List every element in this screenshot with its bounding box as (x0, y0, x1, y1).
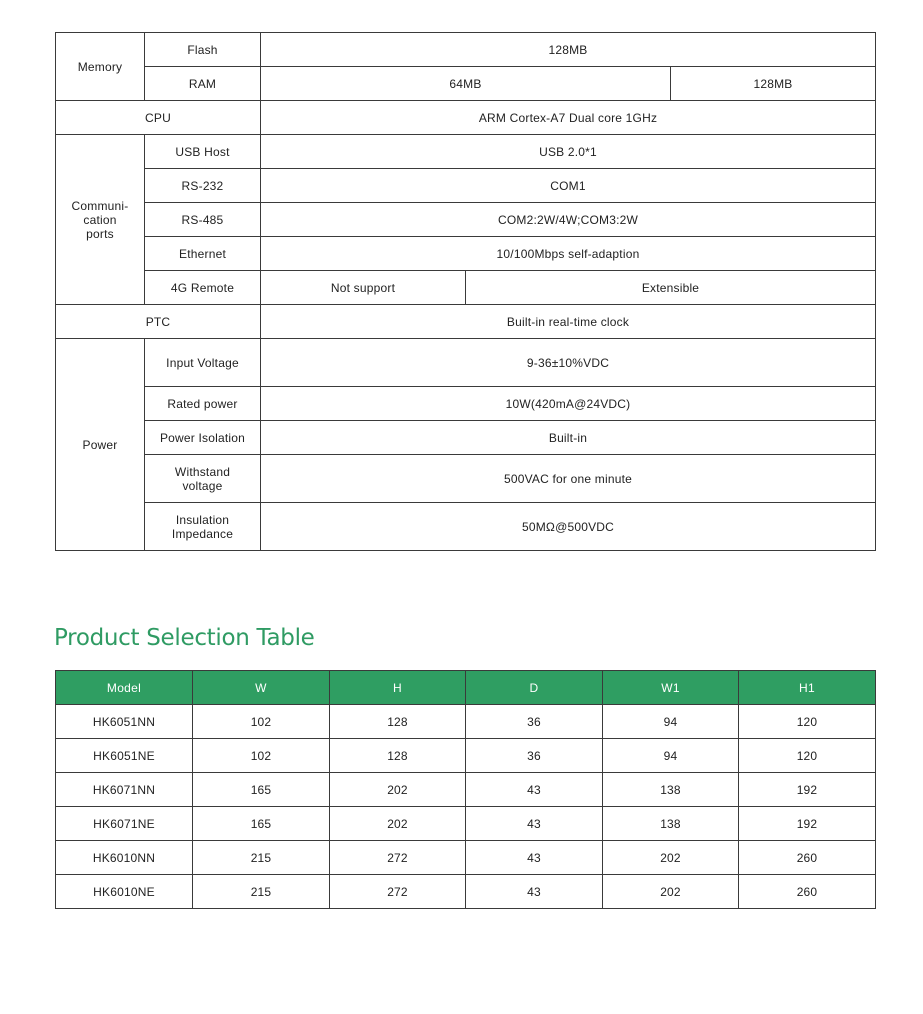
cell-h: 272 (330, 875, 466, 909)
withstand-voltage-label (145, 455, 261, 503)
insulation-line1: Insulation (175, 512, 230, 527)
column-header-w1: W1 (603, 671, 739, 705)
rs485-label: RS-485 (145, 203, 261, 237)
table-row (56, 807, 876, 841)
cell-h: 128 (330, 705, 466, 739)
cell-w1: 94 (603, 705, 739, 739)
usb-host-value: USB 2.0*1 (261, 135, 876, 169)
withstand-line2: voltage (182, 478, 223, 493)
cell-w1: 202 (603, 875, 739, 909)
cell-w: 215 (193, 875, 330, 909)
product-selection-table (55, 670, 876, 909)
cell-d: 36 (466, 705, 603, 739)
ptc-label: PTC (56, 305, 261, 339)
cell-w1: 138 (603, 807, 739, 841)
cell-model: HK6051NN (56, 705, 193, 739)
rs232-value: COM1 (261, 169, 876, 203)
table-row (56, 841, 876, 875)
rated-power-value: 10W(420mA@24VDC) (261, 387, 876, 421)
cell-w: 165 (193, 807, 330, 841)
column-header-d: D (466, 671, 603, 705)
4g-remote-not-support: Not support (261, 271, 466, 305)
product-selection-title: Product Selection Table (54, 625, 315, 651)
ptc-value: Built-in real-time clock (261, 305, 876, 339)
flash-label: Flash (145, 33, 261, 67)
ethernet-label: Ethernet (145, 237, 261, 271)
power-isolation-label: Power Isolation (145, 421, 261, 455)
rs232-label: RS-232 (145, 169, 261, 203)
usb-host-label: USB Host (145, 135, 261, 169)
insulation-impedance-label (145, 503, 261, 551)
insulation-line2: Impedance (171, 526, 234, 541)
cell-model: HK6010NE (56, 875, 193, 909)
cell-w: 102 (193, 739, 330, 773)
cell-h: 202 (330, 773, 466, 807)
comm-label-line2: cation (83, 212, 117, 227)
power-group-label: Power (56, 339, 145, 551)
cell-model: HK6010NN (56, 841, 193, 875)
input-voltage-value: 9-36±10%VDC (261, 339, 876, 387)
withstand-line1: Withstand (174, 464, 231, 479)
ram-value-64: 64MB (261, 67, 671, 101)
comm-label-line1: Communi- (71, 198, 129, 213)
cell-h1: 192 (739, 773, 876, 807)
cell-w: 215 (193, 841, 330, 875)
cell-model: HK6071NN (56, 773, 193, 807)
cell-d: 43 (466, 807, 603, 841)
cpu-value: ARM Cortex-A7 Dual core 1GHz (261, 101, 876, 135)
4g-remote-label: 4G Remote (145, 271, 261, 305)
flash-value: 128MB (261, 33, 876, 67)
cell-d: 43 (466, 773, 603, 807)
cell-h: 128 (330, 739, 466, 773)
memory-group-label: Memory (56, 33, 145, 101)
column-header-w: W (193, 671, 330, 705)
comm-label-line3: ports (86, 226, 114, 241)
cell-model: HK6071NE (56, 807, 193, 841)
ram-label: RAM (145, 67, 261, 101)
cell-w1: 94 (603, 739, 739, 773)
insulation-impedance-value: 50MΩ@500VDC (261, 503, 876, 551)
ram-value-128: 128MB (671, 67, 876, 101)
cell-d: 43 (466, 841, 603, 875)
table-header-row (56, 671, 876, 705)
column-header-model: Model (56, 671, 193, 705)
communication-ports-group-label (56, 135, 145, 305)
specification-table (55, 32, 876, 551)
input-voltage-label: Input Voltage (145, 339, 261, 387)
column-header-h: H (330, 671, 466, 705)
table-row (56, 739, 876, 773)
rs485-value: COM2:2W/4W;COM3:2W (261, 203, 876, 237)
cell-h1: 192 (739, 807, 876, 841)
cpu-label: CPU (56, 101, 261, 135)
cell-h1: 120 (739, 705, 876, 739)
cell-d: 36 (466, 739, 603, 773)
column-header-h1: H1 (739, 671, 876, 705)
cell-h: 272 (330, 841, 466, 875)
cell-h1: 120 (739, 739, 876, 773)
cell-d: 43 (466, 875, 603, 909)
table-row (56, 875, 876, 909)
cell-w: 165 (193, 773, 330, 807)
4g-remote-extensible: Extensible (466, 271, 876, 305)
ethernet-value: 10/100Mbps self-adaption (261, 237, 876, 271)
cell-w: 102 (193, 705, 330, 739)
rated-power-label: Rated power (145, 387, 261, 421)
cell-h: 202 (330, 807, 466, 841)
cell-model: HK6051NE (56, 739, 193, 773)
table-row (56, 705, 876, 739)
cell-h1: 260 (739, 875, 876, 909)
cell-h1: 260 (739, 841, 876, 875)
withstand-voltage-value: 500VAC for one minute (261, 455, 876, 503)
cell-w1: 202 (603, 841, 739, 875)
cell-w1: 138 (603, 773, 739, 807)
power-isolation-value: Built-in (261, 421, 876, 455)
table-row (56, 773, 876, 807)
